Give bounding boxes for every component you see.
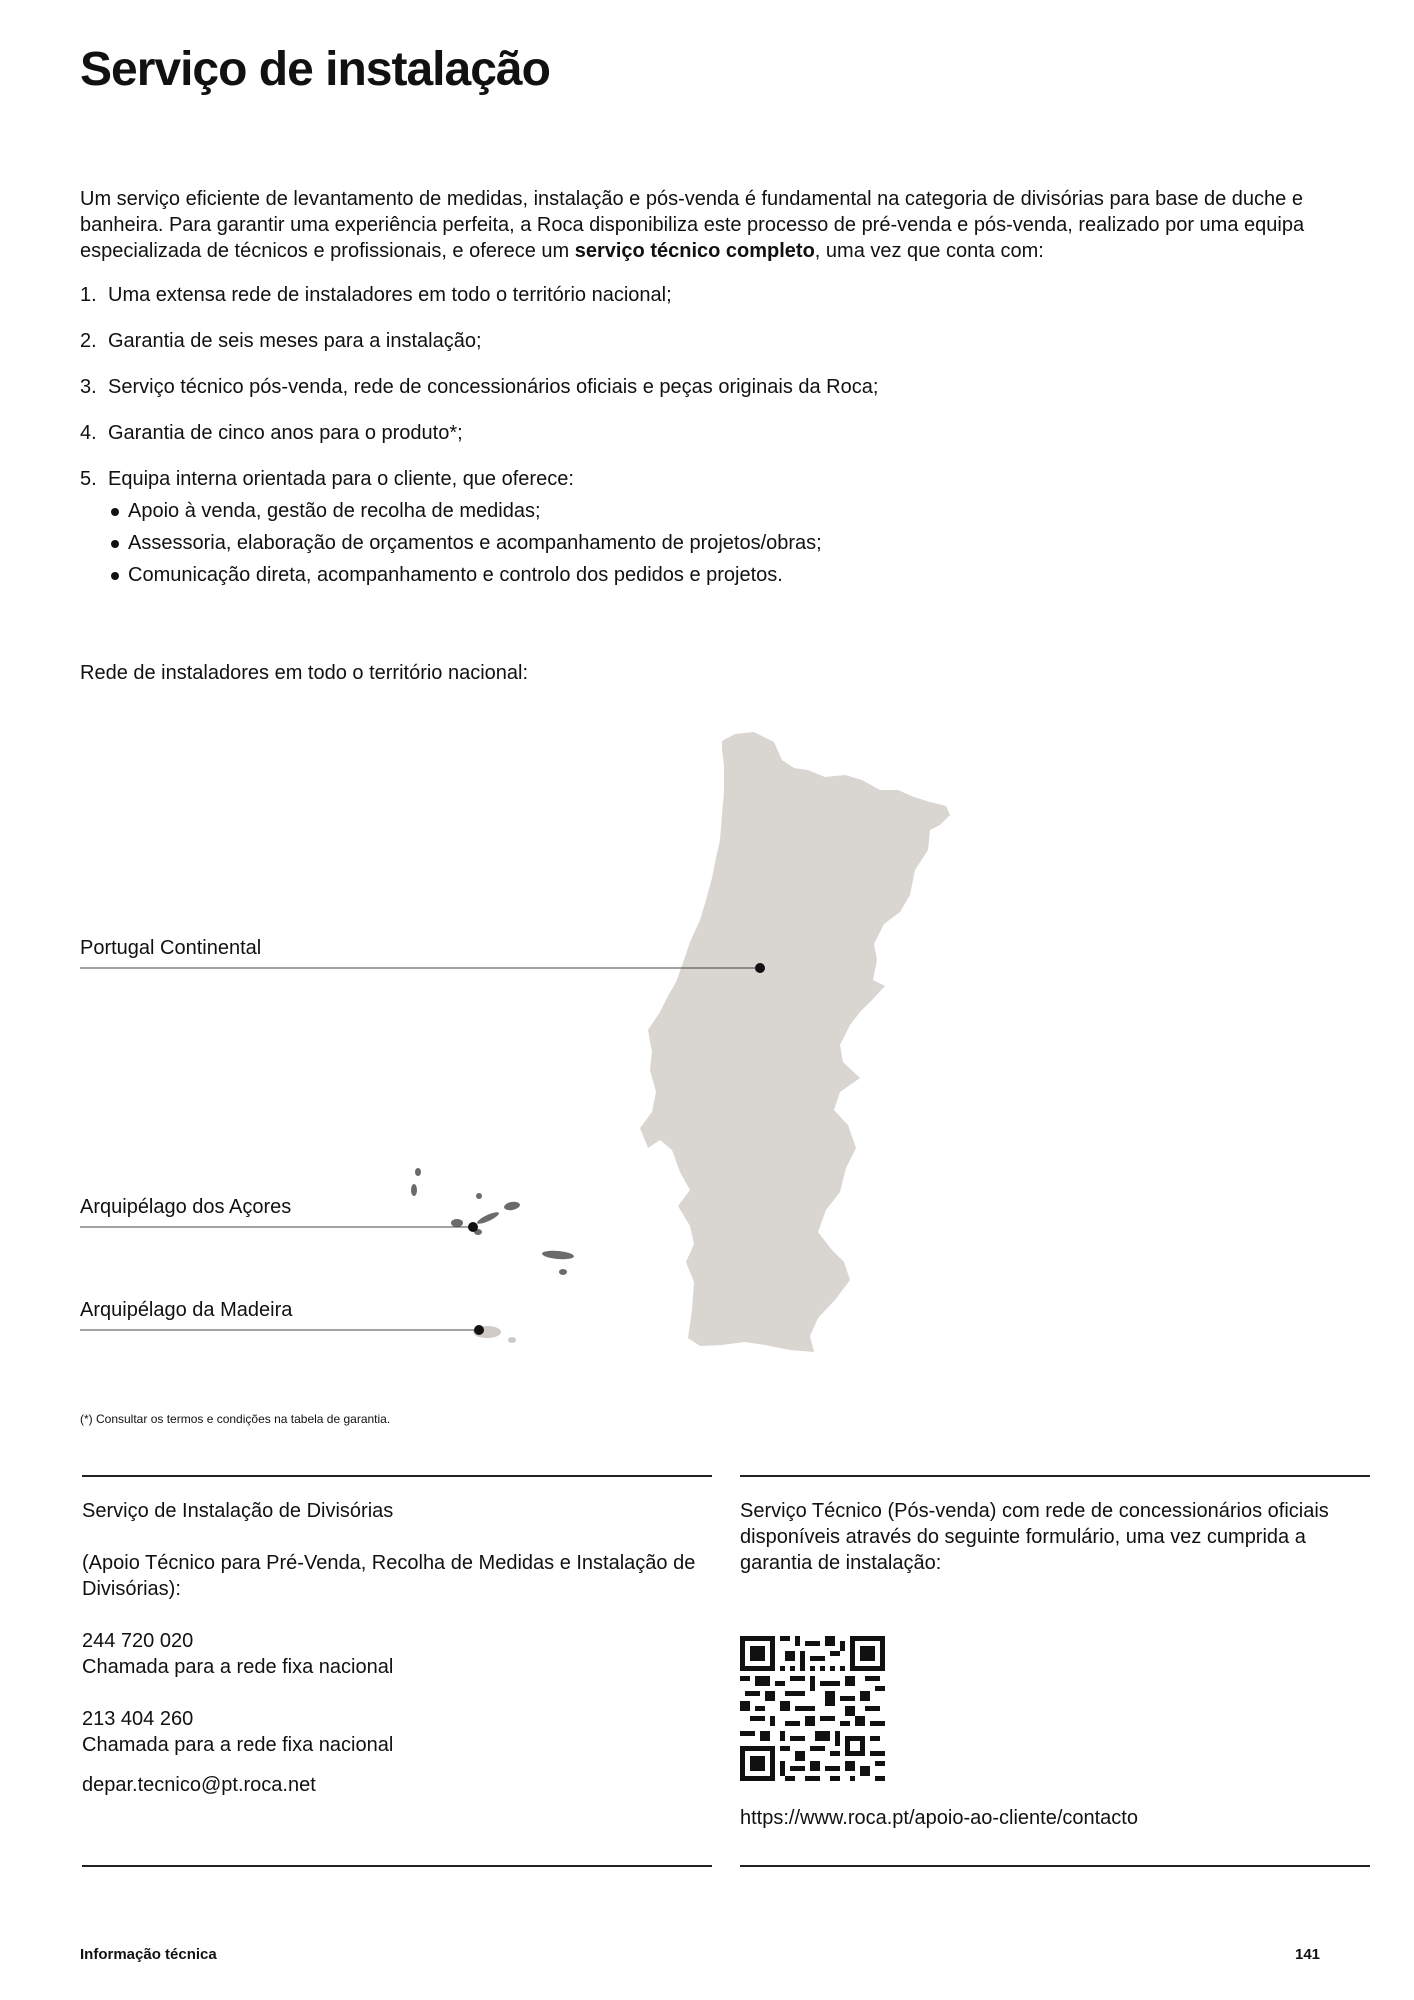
feature-number: 1.: [80, 284, 97, 306]
phone-note: Chamada para a rede fixa nacional: [82, 1734, 394, 1756]
divider: [740, 1475, 1370, 1477]
aftersales-text: Serviço Técnico (Pós-venda) com rede de concessionários oficiais disponíveis através do seguinte formulário, uma vez cumprida a garantia de instalação:: [740, 1500, 1329, 1574]
feature-number: 3.: [80, 376, 97, 398]
divider: [82, 1865, 712, 1867]
installation-subheading: (Apoio Técnico para Pré-Venda, Recolha de Medidas e Instalação de Divisórias):: [82, 1552, 696, 1600]
azores-islands: [411, 1168, 574, 1275]
phone-block-2: [82, 1706, 702, 1758]
divider: [82, 1475, 712, 1477]
aftersales-url-link[interactable]: https://www.roca.pt/apoio-ao-cliente/contacto: [740, 1807, 1138, 1829]
sub-feature-item: Assessoria, elaboração de orçamentos e acompanhamento de projetos/obras;: [108, 530, 1340, 556]
feature-text: Uma extensa rede de instaladores em todo o território nacional;: [108, 284, 672, 306]
installation-heading: Serviço de Instalação de Divisórias: [82, 1500, 394, 1522]
marker-azores: [468, 1222, 478, 1232]
footer-section-label: Informação técnica: [80, 1946, 217, 1963]
feature-text: Equipa interna orientada para o cliente, que oferece:: [108, 468, 574, 490]
network-title: Rede de instaladores em todo o território nacional:: [80, 662, 529, 684]
feature-text: Garantia de seis meses para a instalação;: [108, 330, 482, 352]
footnote: (*) Consultar os termos e condições na tabela de garantia.: [80, 1412, 391, 1426]
feature-text: Serviço técnico pós-venda, rede de concessionários oficiais e peças originais da Roca;: [108, 376, 879, 398]
phone-number[interactable]: 213 404 260: [82, 1708, 194, 1730]
sub-feature-item: Apoio à venda, gestão de recolha de medidas;: [108, 498, 1340, 524]
qr-code[interactable]: [740, 1636, 885, 1781]
marker-madeira: [474, 1325, 484, 1335]
phone-block-1: [82, 1628, 702, 1680]
divider: [740, 1865, 1370, 1867]
aftersales-contact-block: [740, 1498, 1360, 1602]
page-number: 141: [1295, 1946, 1321, 1963]
marker-continental: [755, 963, 765, 973]
phone-note: Chamada para a rede fixa nacional: [82, 1656, 394, 1678]
portugal-mainland-shape: [640, 732, 950, 1352]
feature-number: 5.: [80, 468, 97, 490]
intro-text-end: , uma vez que conta com:: [814, 240, 1044, 262]
label-portugal-continental: Portugal Continental: [80, 937, 262, 959]
sub-feature-item: Comunicação direta, acompanhamento e controlo dos pedidos e projetos.: [108, 562, 1340, 588]
label-acores: Arquipélago dos Açores: [80, 1196, 292, 1218]
feature-number: 4.: [80, 422, 97, 444]
email-link[interactable]: depar.tecnico@pt.roca.net: [82, 1774, 316, 1796]
feature-number: 2.: [80, 330, 97, 352]
phone-number[interactable]: 244 720 020: [82, 1630, 194, 1652]
feature-text: Garantia de cinco anos para o produto*;: [108, 422, 463, 444]
page-title: Serviço de instalação: [80, 43, 550, 96]
installation-contact-block: [82, 1498, 702, 1824]
label-madeira: Arquipélago da Madeira: [80, 1299, 293, 1321]
intro-text: Um serviço eficiente de levantamento de medidas, instalação e pós-venda é fundamental na categoria de divisórias para base de duche e banheira. Para garantir uma experiência perfeita, a Roca disponibiliza este processo de pré-venda e pós-venda, realizado por uma equipa especializada de técnicos e profissionais, e oferece um: [80, 188, 1305, 262]
intro-bold-text: serviço técnico completo: [574, 240, 815, 262]
